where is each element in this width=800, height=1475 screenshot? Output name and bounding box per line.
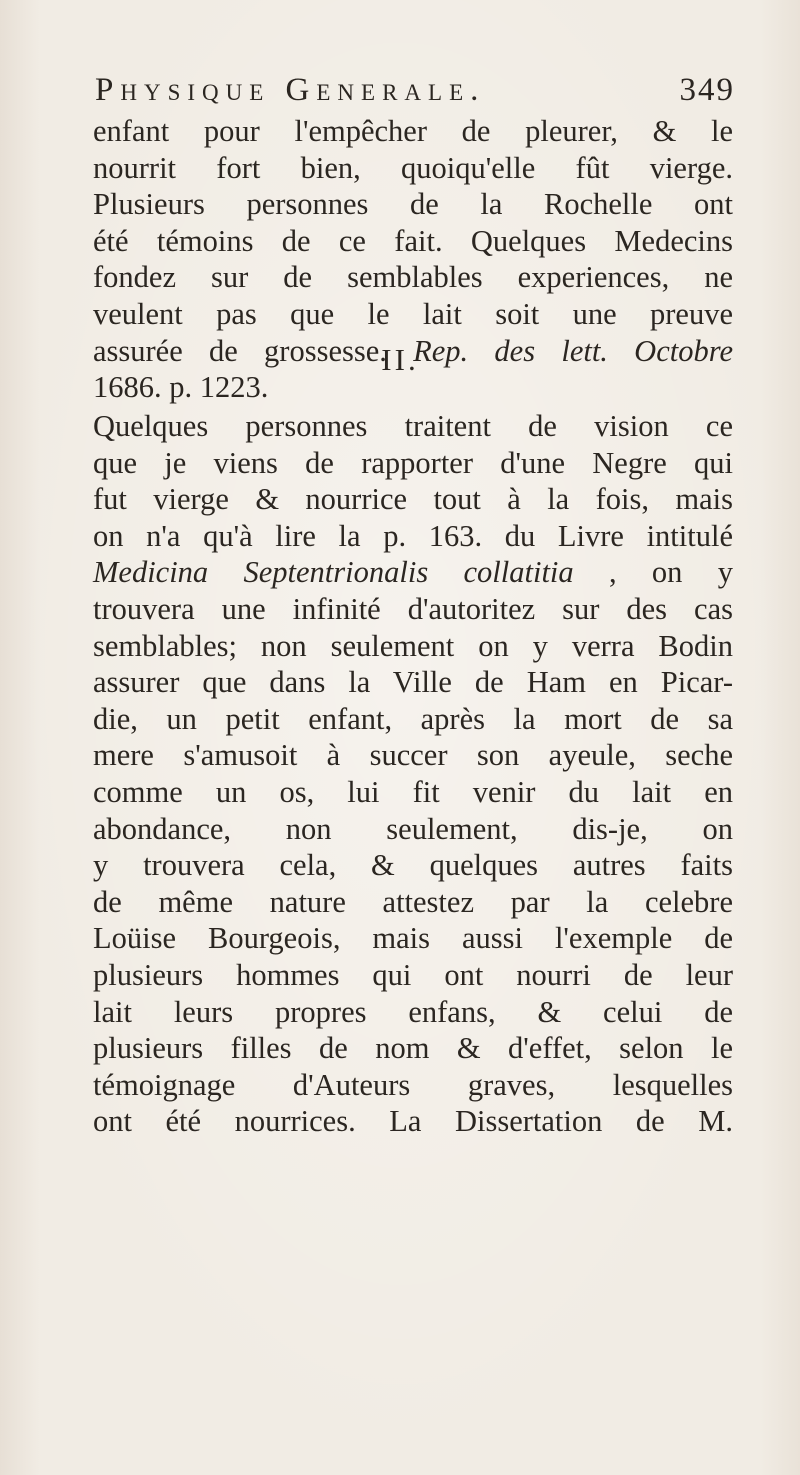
page-number: 349: [679, 72, 735, 108]
citation-date-page: 1686. p. 1223.: [93, 370, 269, 405]
text-line: semblables; non seulement on y verra Bodin: [93, 628, 733, 663]
text-line: mere s'amusoit à succer son ayeule, seche: [93, 738, 733, 773]
text-line: ont été nourrices. La Dissertation de M.: [93, 1104, 733, 1139]
text-line: plusieurs hommes qui ont nourri de leur: [93, 957, 733, 992]
text-line: que je viens de rapporter d'une Negre qui: [93, 445, 733, 480]
text-line: assurer que dans la Ville de Ham en Picar-: [93, 665, 733, 700]
text-line: abondance, non seulement, dis-je, on: [93, 811, 733, 846]
text-line: on n'a qu'à lire la p. 163. du Livre intitulé: [93, 518, 733, 553]
text-line: Loüise Bourgeois, mais aussi l'exemple de: [93, 921, 733, 956]
text-fragment: assurée de grossesse.: [93, 333, 387, 368]
book-title: Medicina Septentrionalis collatitia: [93, 555, 574, 590]
text-line: été témoins de ce fait. Quelques Medecins: [93, 223, 733, 258]
text-line: trouvera une infinité d'autoritez sur des cas: [93, 591, 733, 626]
section-number: II.: [381, 342, 419, 377]
running-head-title: Physique Generale.: [95, 72, 486, 108]
text-line: fondez sur de semblables experiences, ne: [93, 260, 733, 295]
text-line: die, un petit enfant, après la mort de sa: [93, 701, 733, 736]
paragraph-2: [93, 408, 733, 1140]
text-line-with-book-title: [93, 554, 733, 591]
text-line: Quelques personnes traitent de vision ce: [93, 409, 733, 443]
text-line: lait leurs propres enfans, & celui de: [93, 994, 733, 1029]
text-line: Plusieurs personnes de la Rochelle ont: [93, 187, 733, 222]
text-line: y trouvera cela, & quelques autres faits: [93, 848, 733, 883]
text-fragment: , on y: [608, 555, 734, 590]
text-line: enfant pour l'empêcher de pleurer, & le: [93, 114, 733, 148]
text-line: veulent pas que le lait soit une preuve: [93, 296, 733, 331]
text-line: plusieurs filles de nom & d'effet, selon le: [93, 1031, 733, 1066]
running-head: [95, 72, 735, 116]
text-line: témoignage d'Auteurs graves, lesquelles: [93, 1067, 733, 1102]
text-line: de même nature attestez par la celebre: [93, 884, 733, 919]
text-line: nourrit fort bien, quoiqu'elle fût vierge.: [93, 150, 733, 185]
citation-source: Rep. des lett. Octobre: [413, 333, 733, 368]
text-line: fut vierge & nourrice tout à la fois, mais: [93, 482, 733, 517]
text-line: comme un os, lui fit venir du lait en: [93, 774, 733, 809]
